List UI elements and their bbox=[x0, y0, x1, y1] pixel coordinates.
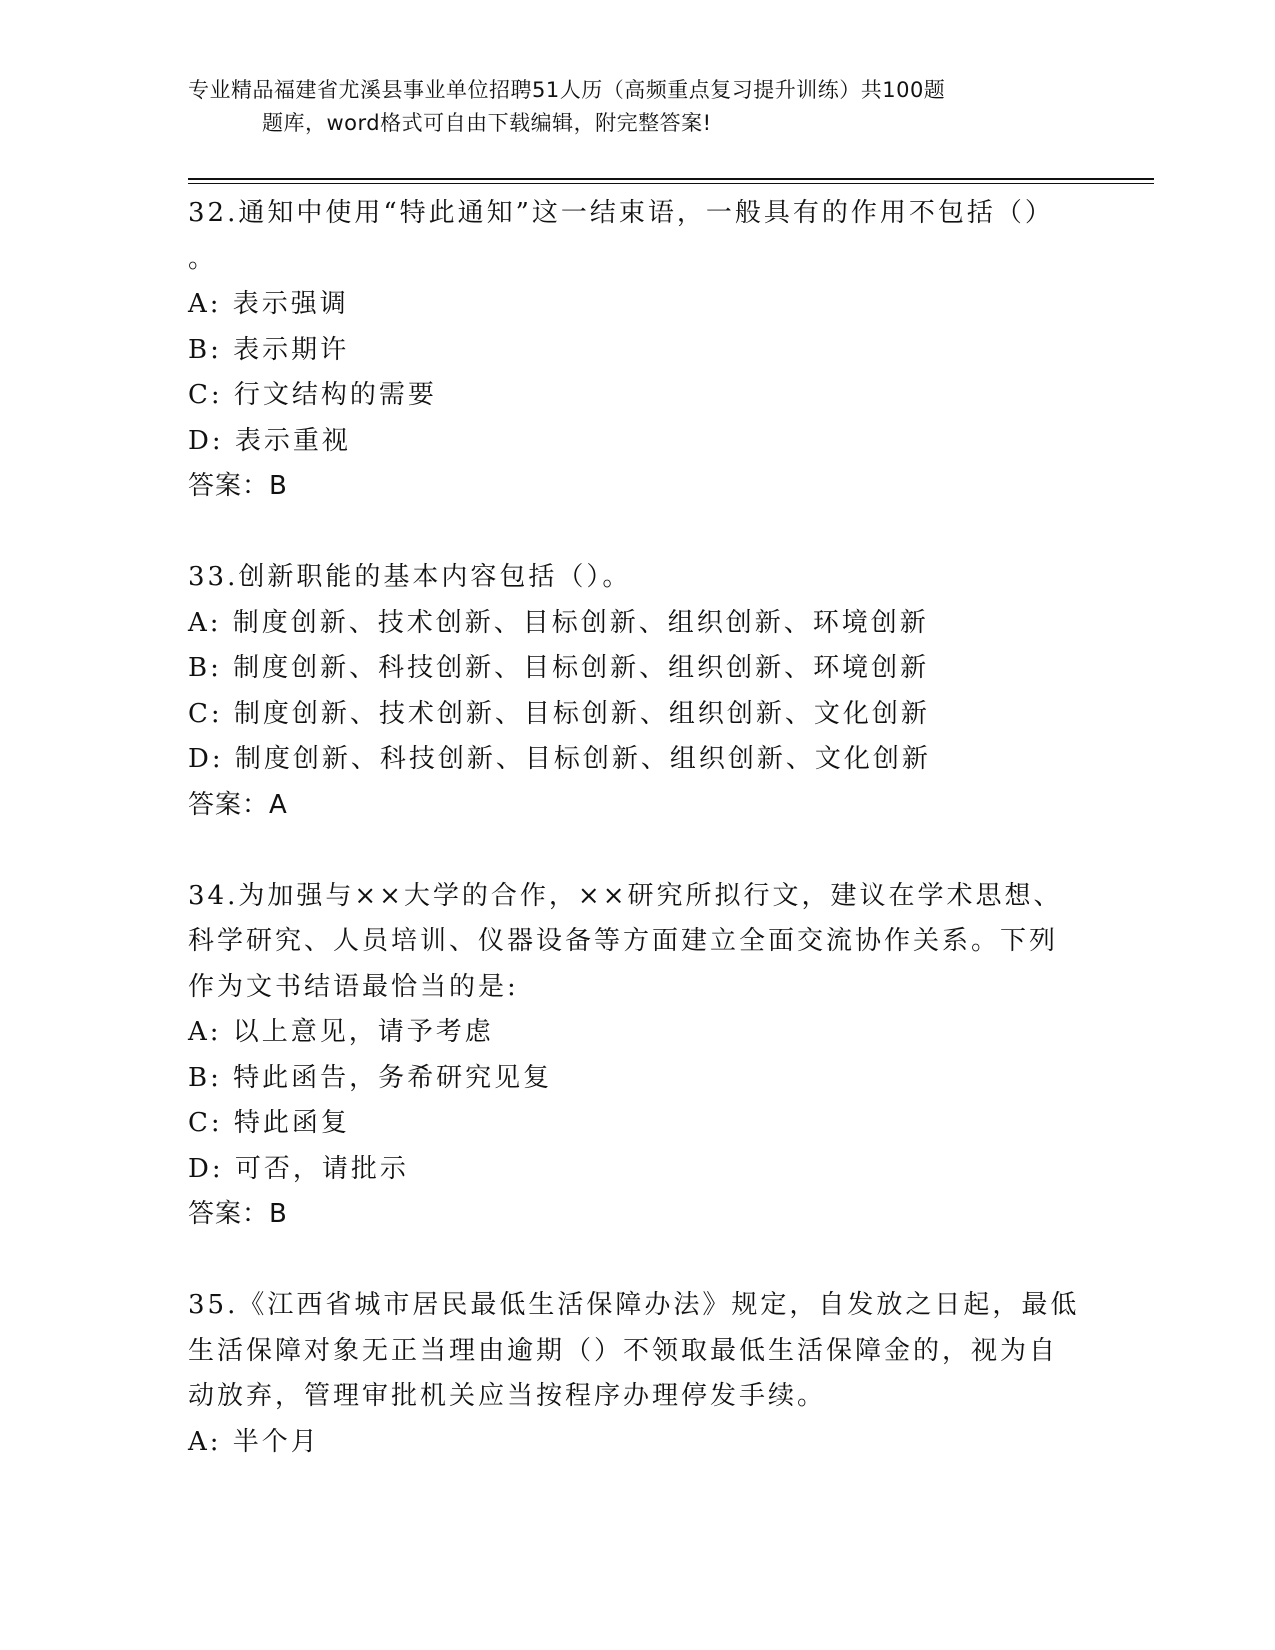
question-list bbox=[188, 191, 1088, 1465]
question-stem-line: 33.创新职能的基本内容包括（）。 bbox=[188, 562, 632, 592]
option-a: A: 制度创新、技术创新、目标创新、组织创新、环境创新 bbox=[188, 607, 929, 638]
header-title-line-2: 题库，word格式可自由下载编辑，附完整答案! bbox=[262, 111, 712, 135]
option-b: B: 表示期许 bbox=[188, 334, 350, 365]
option-b: B: 特此函告，务希研究见复 bbox=[188, 1062, 553, 1093]
question-35 bbox=[188, 1283, 1088, 1465]
question-32 bbox=[188, 191, 1088, 510]
question-spacer bbox=[188, 510, 1088, 556]
option-a: A: 以上意见，请予考虑 bbox=[188, 1017, 494, 1047]
page-header bbox=[188, 74, 1088, 140]
question-stem-line: 35.《江西省城市居民最低生活保障办法》规定，自发放之日起，最低 bbox=[188, 1290, 1080, 1320]
question-stem-line: 。 bbox=[188, 243, 218, 274]
header-rule-thick bbox=[188, 178, 1154, 180]
option-d: D: 表示重视 bbox=[188, 425, 351, 456]
answer-line: 答案：B bbox=[188, 471, 288, 501]
question-33 bbox=[188, 555, 1088, 828]
question-spacer bbox=[188, 828, 1088, 874]
question-stem-line: 生活保障对象无正当理由逾期（）不领取最低生活保障金的，视为自 bbox=[188, 1335, 1059, 1366]
option-b: B: 制度创新、科技创新、目标创新、组织创新、环境创新 bbox=[188, 653, 930, 683]
option-d: D: 可否，请批示 bbox=[188, 1153, 409, 1184]
option-a: A: 表示强调 bbox=[188, 289, 349, 319]
question-spacer bbox=[188, 1238, 1088, 1284]
option-a: A: 半个月 bbox=[188, 1426, 320, 1457]
answer-line: 答案：B bbox=[188, 1199, 288, 1229]
option-c: C: 特此函复 bbox=[188, 1108, 350, 1138]
option-d: D: 制度创新、科技创新、目标创新、组织创新、文化创新 bbox=[188, 744, 931, 774]
question-34 bbox=[188, 874, 1088, 1238]
option-c: C: 行文结构的需要 bbox=[188, 380, 437, 410]
header-title-line-1: 专业精品福建省尤溪县事业单位招聘51人历（高频重点复习提升训练）共100题 bbox=[188, 78, 946, 102]
question-stem-line: 32.通知中使用“特此通知”这一结束语，一般具有的作用不包括（） bbox=[188, 198, 1054, 228]
option-c: C: 制度创新、技术创新、目标创新、组织创新、文化创新 bbox=[188, 698, 930, 729]
question-stem-line: 科学研究、人员培训、仪器设备等方面建立全面交流协作关系。下列 bbox=[188, 926, 1059, 956]
question-stem-line: 动放弃，管理审批机关应当按程序办理停发手续。 bbox=[188, 1381, 827, 1411]
question-stem-line: 作为文书结语最恰当的是: bbox=[188, 971, 519, 1002]
answer-line: 答案：A bbox=[188, 789, 288, 820]
question-stem-line: 34.为加强与××大学的合作，××研究所拟行文，建议在学术思想、 bbox=[188, 880, 1063, 911]
header-rule-thin bbox=[188, 183, 1154, 184]
